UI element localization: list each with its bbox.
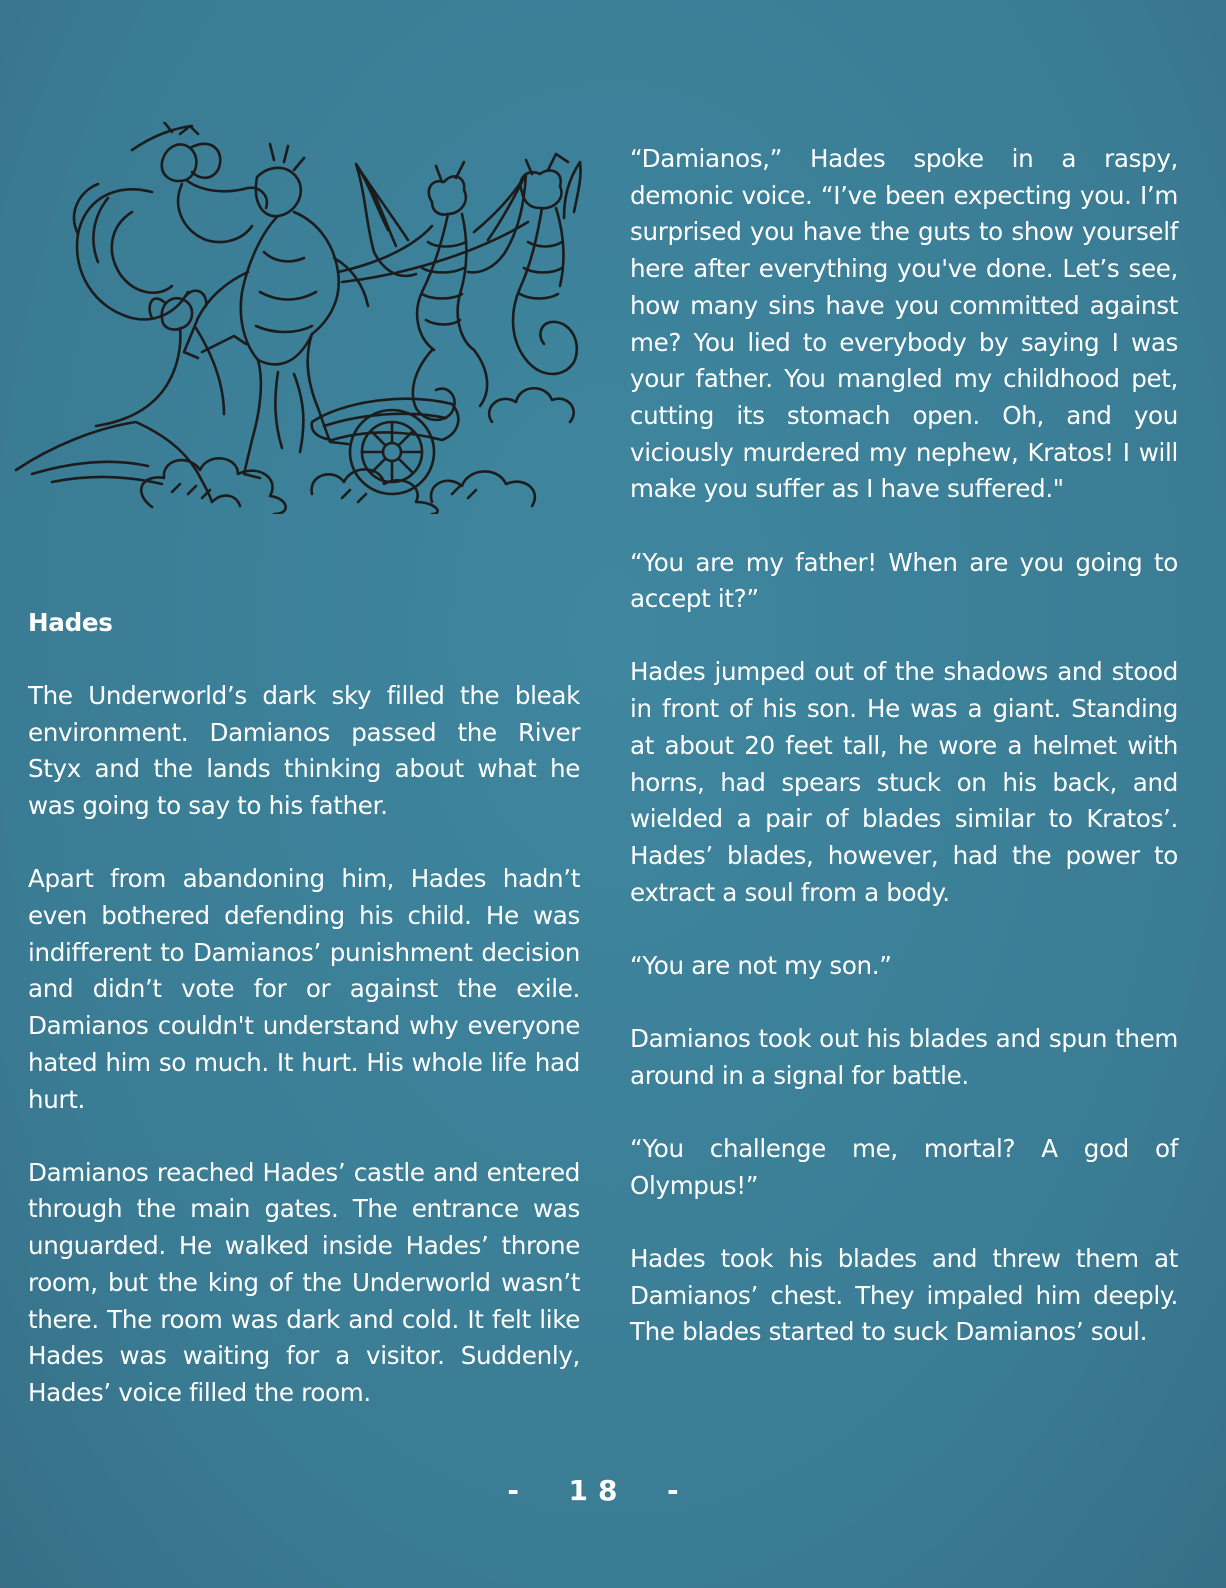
page-number: - 18 - bbox=[507, 1474, 689, 1507]
paragraph: “You are not my son.” bbox=[630, 950, 892, 980]
paragraph: Damianos reached Hades’ castle and entered through the main gates. The entrance was unguarded. He walked inside Hades’ throne room, but the king of the Underworld wasn’t there. The room was dark and cold. It felt like Hades was waiting for a visitor. Suddenly, Hades’ voice filled the room. bbox=[28, 1157, 580, 1407]
paragraph: Apart from abandoning him, Hades hadn’t even bothered defending his child. He was indifferent to Damianos’ punishment decision and didn’t vote for or against the exile. Damianos couldn't understand why everyone hated him so much. It hurt. His whole life had hurt. bbox=[28, 864, 580, 1114]
section-heading: Hades bbox=[28, 608, 113, 637]
left-column-text bbox=[28, 678, 580, 1448]
paragraph: “Damianos,” Hades spoke in a raspy, demonic voice. “I’ve been expecting you. I’m surprised you have the guts to show yourself here after everything you've done. Let’s see, how many sins have you committed against me? You lied to everybody by saying I was your father. You mangled my childhood pet, cutting its stomach open. Oh, and you viciously murdered my nephew, Kratos! I will make you suffer as I have suffered." bbox=[630, 144, 1178, 504]
right-column-text bbox=[630, 141, 1178, 1387]
paragraph: The Underworld’s dark sky filled the bleak environment. Damianos passed the River Styx and the lands thinking about what he was going to say to his father. bbox=[28, 681, 580, 821]
paragraph: Damianos took out his blades and spun them around in a signal for battle. bbox=[630, 1024, 1178, 1090]
paragraph: Hades jumped out of the shadows and stood in front of his son. He was a giant. Standing at about 20 feet tall, he wore a helmet with horns, had spears stuck on his back, and wielded a pair of blades similar to Kratos’. Hades’ blades, however, had the power to extract a soul from a body. bbox=[630, 657, 1178, 907]
paragraph: “You are my father! When are you going to accept it?” bbox=[630, 547, 1178, 614]
paragraph: “You challenge me, mortal? A god of Olympus!” bbox=[630, 1133, 1178, 1200]
hades-chariot-illustration bbox=[12, 122, 582, 514]
paragraph: Hades took his blades and threw them at Damianos’ chest. They impaled him deeply. The blades started to suck Damianos’ soul. bbox=[630, 1243, 1178, 1347]
